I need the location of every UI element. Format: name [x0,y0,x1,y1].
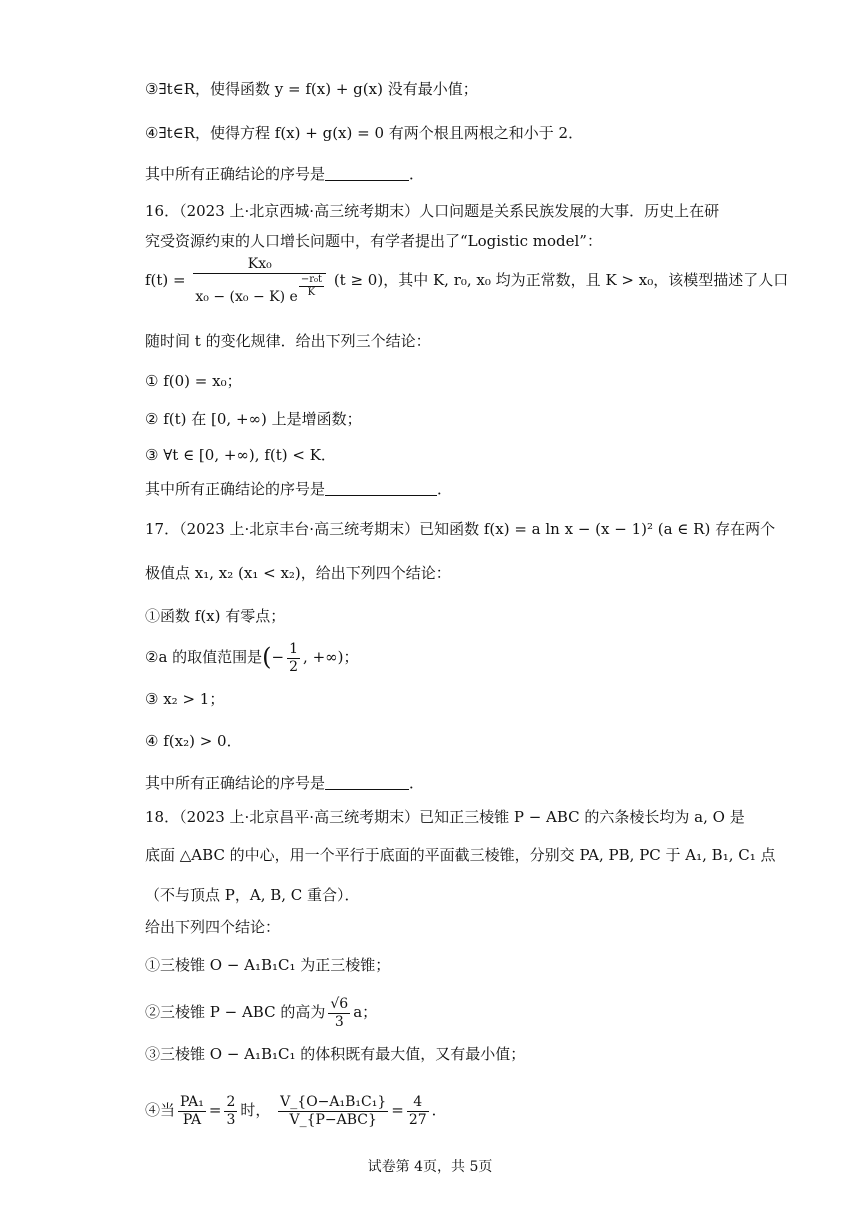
q18-item-2: ②三棱锥 P − ABC 的高为 $\frac{√6}{3}$ a； [145,995,378,1030]
q17-item-2: ②a 的取值范围是(− $\frac{1}{2}$ , +∞)； [145,640,359,675]
q15-answer-line: 其中所有正确结论的序号是 ． [145,165,425,183]
q16-item-2: ② f(t) 在 [0, +∞) 上是增函数； [145,410,362,428]
logistic-fraction: Kx₀ x₀ − (x₀ − K) e $\frac{\text{−r₀t}}{K}$ [193,256,326,306]
q16-answer-line: 其中所有正确结论的序号是 ． [145,480,453,498]
q18-item-4: ④当 $\frac{\text{PA₁}}{PA}$ = $\frac{2}{3}$ 时， $\frac{\text{V\_\{O−A₁B₁C₁\}}}{\text{V\_\{P−ABC\}}}$ = $\frac{4}{27}$ ． [145,1093,447,1128]
q18-stem-line-3: （不与顶点 P，A, B, C 重合）． [145,886,360,904]
logistic-formula: f(t) = Kx₀ x₀ − (x₀ − K) e $\frac{\text{−r₀t}}{K}$ (t ≥ 0)，其中 K, r₀, x₀ 均为正常数，且 K > x₀，该模型描述了人口 [145,256,789,305]
q17-stem-line-1: 17．（2023 上·北京丰台·高三统考期末）已知函数 f(x) = a ln x − (x − 1)² (a ∈ R) 存在两个 [145,520,776,538]
answer-blank [325,481,437,496]
q18-stem-line-2: 底面 △ABC 的中心，用一个平行于底面的平面截三棱锥，分别交 PA, PB, PC 于 A₁, B₁, C₁ 点 [145,846,776,864]
q18-stem-line-4: 给出下列四个结论： [145,918,281,936]
q16-stem-line-2: 究受资源约束的人口增长问题中，有学者提出了“Logistic model”： [145,232,602,250]
q16-item-1: ① f(0) = x₀； [145,372,242,390]
answer-blank [325,775,409,790]
q17-item-1: ①函数 f(x) 有零点； [145,607,286,625]
page-footer: 试卷第 4页，共 5页 [367,1159,493,1175]
q17-item-3: ③ x₂ > 1； [145,690,225,708]
q17-item-4: ④ f(x₂) > 0． [145,732,242,750]
q15-item-3: ③∃t∈R，使得函数 y = f(x) + g(x) 没有最小值； [145,80,478,98]
q15-item-4: ④∃t∈R，使得方程 f(x) + g(x) = 0 有两个根且两根之和小于 2． [145,124,584,142]
q16-stem-line-4: 随时间 t 的变化规律．给出下列三个结论： [145,332,431,350]
answer-blank [325,166,409,181]
q18-item-3: ③三棱锥 O − A₁B₁C₁ 的体积既有最大值，又有最小值； [145,1045,526,1063]
q16-item-3: ③ ∀t ∈ [0, +∞), f(t) < K． [145,446,336,464]
q17-stem-line-2: 极值点 x₁, x₂ (x₁ < x₂)，给出下列四个结论： [145,564,451,582]
q18-item-1: ①三棱锥 O − A₁B₁C₁ 为正三棱锥； [145,956,391,974]
q18-stem-line-1: 18．（2023 上·北京昌平·高三统考期末）已知正三棱锥 P − ABC 的六条棱长均为 a, O 是 [145,808,745,826]
q16-stem-line-1: 16．（2023 上·北京西城·高三统考期末）人口问题是关系民族发展的大事．历史上在研 [145,202,720,220]
q17-answer-line: 其中所有正确结论的序号是 ． [145,774,425,792]
